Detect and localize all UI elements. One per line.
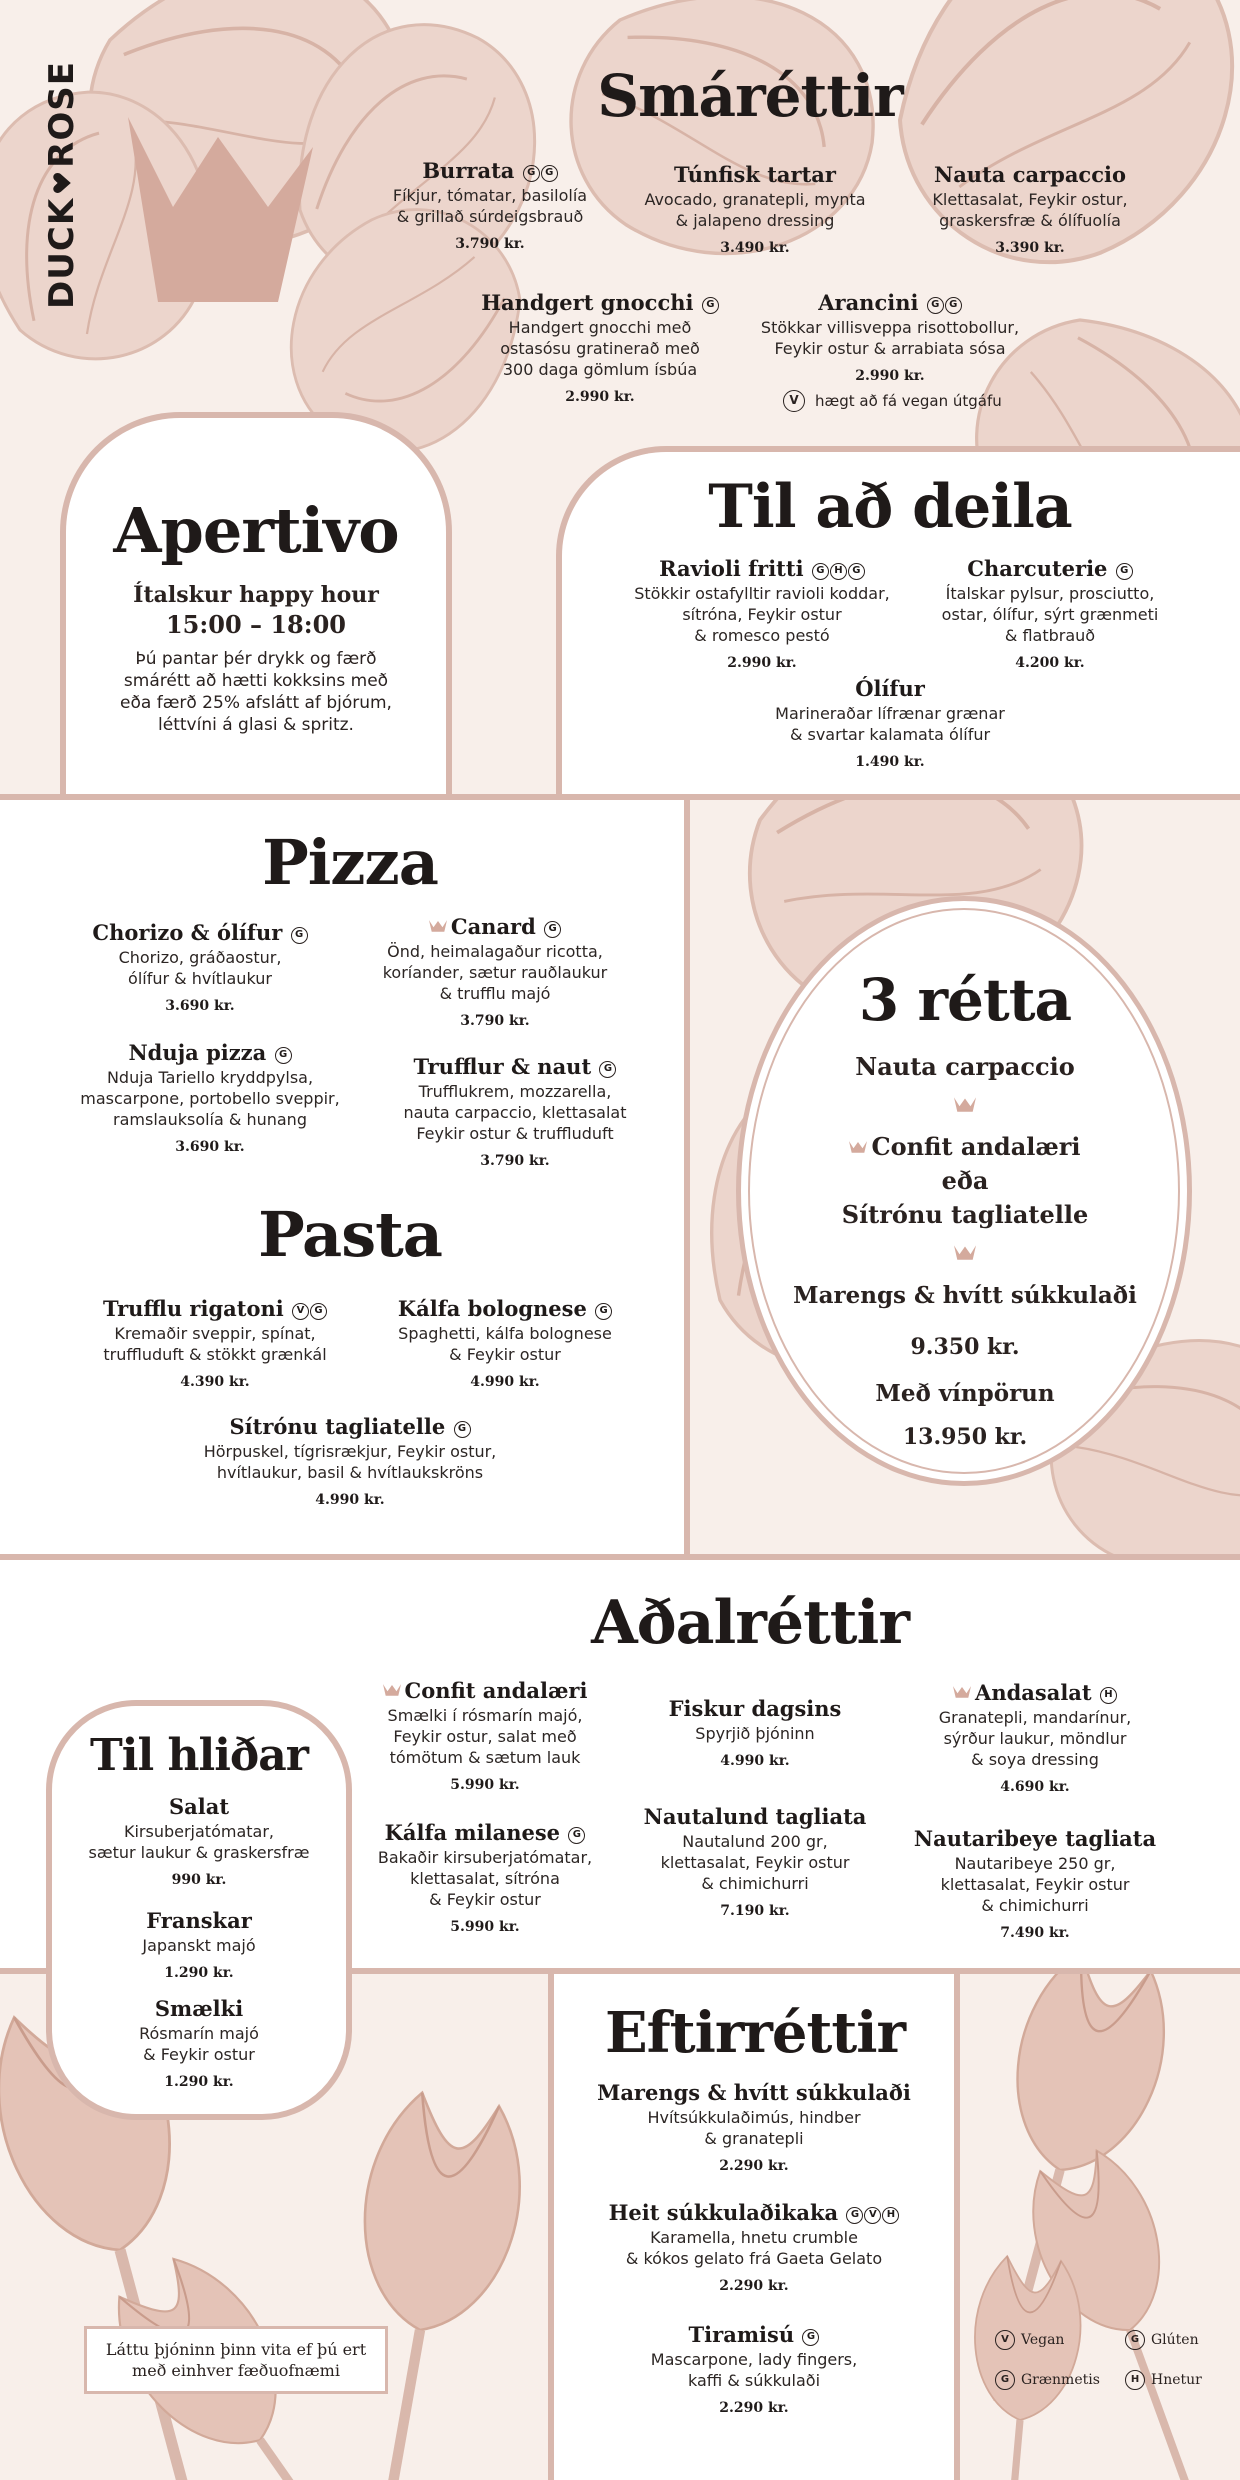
gluten-icon: G: [568, 1827, 585, 1844]
three-course-main-2: Sítrónu tagliatelle: [841, 1200, 1089, 1229]
legend-item: [994, 2370, 1100, 2390]
crown-icon: [953, 1685, 971, 1698]
legend-item: [994, 2330, 1064, 2350]
gluten-icon: G: [291, 927, 308, 944]
item-name: Nduja pizza: [128, 1040, 267, 1065]
vegetarian-icon: G: [541, 165, 558, 182]
item-desc: Bakaðir kirsuberjatómatar, klettasalat, sítróna & Feykir ostur: [377, 1848, 593, 1909]
item-price: 3.390 kr.: [995, 240, 1065, 256]
pizza-title: Pizza: [262, 826, 438, 899]
item-desc: Spaghetti, kálfa bolognese & Feykir ostur: [398, 1324, 612, 1364]
item-desc: Stökkar villisveppa risottobollur, Feykir ostur & arrabiata sósa: [760, 318, 1020, 358]
item-price: 5.990 kr.: [450, 1777, 520, 1793]
three-course-or: eða: [941, 1166, 989, 1195]
til-ad-deila-item: [740, 676, 1040, 770]
gluten-icon: G: [927, 297, 944, 314]
item-price: 3.790 kr.: [480, 1153, 550, 1169]
adalrettir-item: [625, 1696, 885, 1769]
til-hlidar-title: Til hliðar: [90, 1730, 308, 1781]
smarettir-item: [365, 158, 615, 252]
item-name: Salat: [168, 1794, 230, 1819]
item-name: Kálfa milanese: [384, 1820, 561, 1845]
item-desc: Karamella, hnetu crumble & kókos gelato frá Gaeta Gelato: [625, 2228, 883, 2268]
legend-label: Glúten: [1151, 2332, 1199, 2348]
item-desc: Chorizo, gráðaostur, ólífur & hvítlaukur: [118, 948, 282, 988]
til-ad-deila-item: [910, 556, 1190, 671]
gluten-icon: G: [702, 297, 719, 314]
item-price: 2.990 kr.: [565, 389, 635, 405]
three-course-main-1: [760, 1132, 1170, 1161]
legend-label: Vegan: [1021, 2332, 1065, 2348]
pizza-item: [60, 1040, 360, 1155]
gluten-icon: G: [1116, 563, 1133, 580]
adalrettir-title: Aðalréttir: [591, 1588, 909, 1658]
item-desc: Nautaribeye 250 gr, klettasalat, Feykir ostur & chimichurri: [940, 1854, 1130, 1915]
pasta-item: [170, 1414, 530, 1508]
vegetarian-icon: G: [945, 297, 962, 314]
item-desc: Nduja Tariello kryddpylsa, mascarpone, portobello sveppir, ramslauksolía & hunang: [80, 1068, 340, 1129]
three-course-wine-price: 13.950 kr.: [902, 1424, 1028, 1450]
til-hlidar-item: [60, 1996, 338, 2090]
item-name: Arancini: [818, 290, 919, 315]
vegetarian-icon: G: [848, 563, 865, 580]
three-course-title: 3 rétta: [858, 966, 1072, 1034]
smarettir-item: [625, 162, 885, 256]
til-ad-deila-title: Til að deila: [708, 472, 1072, 542]
pizza-item: [60, 920, 340, 1014]
nuts-icon: H: [830, 563, 847, 580]
item-price: 4.990 kr.: [470, 1374, 540, 1390]
item-name: Marengs & hvítt súkkulaði: [597, 2080, 911, 2105]
item-desc: Hörpuskel, tígrisrækjur, Feykir ostur, hvítlaukur, basil & hvítlaukskröns: [203, 1442, 497, 1482]
item-name: Smælki: [154, 1996, 244, 2021]
item-price: 990 kr.: [171, 1872, 227, 1888]
apertivo-desc: Þú pantar þér drykk og færð smárétt að hætti kokksins með eða færð 25% afslátt af bjórum, léttvíni á glasi & spritz.: [120, 649, 392, 735]
gluten-icon: G: [310, 1303, 327, 1320]
item-name: Ravioli fritti: [659, 556, 804, 581]
item-price: 2.990 kr.: [727, 655, 797, 671]
item-name: Confit andalæri: [404, 1678, 588, 1703]
legend-item: [1124, 2330, 1199, 2350]
gluten-icon: G: [802, 2329, 819, 2346]
apertivo-hours: 15:00 – 18:00: [165, 610, 347, 639]
item-name: Ólífur: [855, 676, 925, 701]
item-price: 4.390 kr.: [180, 1374, 250, 1390]
item-price: 4.200 kr.: [1015, 655, 1085, 671]
item-name: Fiskur dagsins: [668, 1696, 842, 1721]
gluten-icon: G: [846, 2207, 863, 2224]
item-price: 2.990 kr.: [855, 368, 925, 384]
item-price: 1.290 kr.: [164, 1965, 234, 1981]
crown-icon: [118, 112, 318, 302]
vegan-icon: V: [995, 2330, 1015, 2350]
three-course-wine-label: Með vínpörun: [875, 1380, 1055, 1407]
item-desc: Handgert gnocchi með ostasósu gratinerað með 300 daga gömlum ísbúa: [500, 318, 700, 379]
item-name: Tiramisú: [688, 2322, 795, 2347]
adalrettir-item: [625, 1804, 885, 1919]
section-divider: [684, 800, 690, 1554]
item-name: Nauta carpaccio: [934, 162, 1126, 187]
item-price: 3.690 kr.: [165, 998, 235, 1014]
item-price: 7.190 kr.: [720, 1903, 790, 1919]
vegan-icon: V: [783, 390, 805, 412]
item-name: Sítrónu tagliatelle: [229, 1414, 446, 1439]
item-price: 2.290 kr.: [719, 2158, 789, 2174]
item-desc: Avocado, granatepli, mynta & jalapeno dressing: [644, 190, 866, 230]
adalrettir-item: [355, 1820, 615, 1935]
item-name: Chorizo & ólífur: [92, 920, 283, 945]
item-name: Canard: [450, 914, 536, 939]
pasta-title: Pasta: [258, 1198, 442, 1271]
item-desc: Spyrjið þjóninn: [695, 1724, 815, 1743]
item-name: Burrata: [422, 158, 515, 183]
gluten-icon: G: [544, 921, 561, 938]
item-price: 7.490 kr.: [1000, 1925, 1070, 1941]
item-desc: Önd, heimalagaður ricotta, koríander, sætur rauðlaukur & trufflu majó: [382, 942, 608, 1003]
item-desc: Japanskt majó: [142, 1936, 256, 1955]
item-price: 4.990 kr.: [720, 1753, 790, 1769]
three-course-price: 9.350 kr.: [910, 1334, 1020, 1360]
item-name: Trufflur & naut: [413, 1054, 592, 1079]
item-price: 3.490 kr.: [720, 240, 790, 256]
item-desc: Rósmarín majó & Feykir ostur: [139, 2024, 259, 2064]
nuts-icon: H: [882, 2207, 899, 2224]
smarettir-item: [470, 290, 730, 405]
vegetarian-icon: G: [995, 2370, 1015, 2390]
item-name: Trufflu rigatoni: [102, 1296, 284, 1321]
smarettir-item: [745, 290, 1035, 384]
eftirrettir-item: [574, 2080, 934, 2174]
item-name: Nautaribeye tagliata: [913, 1826, 1157, 1851]
item-desc: Fíkjur, tómatar, basilolía & grillað súrdeigsbrauð: [392, 186, 588, 226]
crown-icon: [954, 1244, 976, 1260]
vegan-icon: V: [864, 2207, 881, 2224]
item-desc: Mascarpone, lady fingers, kaffi & súkkulaði: [650, 2350, 858, 2390]
apertivo-title: Apertivo: [113, 494, 399, 567]
item-desc: Ítalskar pylsur, prosciutto, ostar, ólífur, sýrt grænmeti & flatbrauð: [941, 584, 1159, 645]
item-price: 2.290 kr.: [719, 2278, 789, 2294]
apertivo-subtitle: Ítalskur happy hour: [133, 582, 379, 608]
crown-icon: [383, 1683, 401, 1696]
pasta-item: [370, 1296, 640, 1390]
gluten-icon: G: [595, 1303, 612, 1320]
item-name: Túnfisk tartar: [674, 162, 836, 187]
gluten-icon: G: [523, 165, 540, 182]
adalrettir-item: [355, 1678, 615, 1793]
pizza-item: [370, 1054, 660, 1169]
item-price: 3.790 kr.: [455, 236, 525, 252]
smarettir-item: [900, 162, 1160, 256]
smarettir-title: Smáréttir: [597, 62, 903, 130]
brand-logo: [42, 60, 82, 310]
adalrettir-item: [905, 1826, 1165, 1941]
item-price: 1.490 kr.: [855, 754, 925, 770]
item-desc: Granatepli, mandarínur, sýrður laukur, möndlur & soya dressing: [938, 1708, 1132, 1769]
crown-icon: [849, 1140, 867, 1153]
gluten-icon: G: [812, 563, 829, 580]
item-desc: Smælki í rósmarín majó, Feykir ostur, salat með tómötum & sætum lauk: [387, 1706, 583, 1767]
item-price: 3.690 kr.: [175, 1139, 245, 1155]
pasta-item: [70, 1296, 360, 1390]
item-name: Andasalat: [975, 1680, 1092, 1705]
item-name: Nautalund tagliata: [643, 1804, 867, 1829]
til-hlidar-item: [60, 1908, 338, 1981]
eftirrettir-item: [574, 2322, 934, 2416]
vegan-note: [782, 390, 1002, 412]
vegan-icon: V: [292, 1303, 309, 1320]
gluten-icon: G: [275, 1047, 292, 1064]
pizza-item: [350, 914, 640, 1029]
item-name: Heit súkkulaðikaka: [608, 2200, 839, 2225]
legend: [994, 2330, 1214, 2406]
three-course-dessert: Marengs & hvítt súkkulaði: [793, 1282, 1137, 1309]
item-name: Kálfa bolognese: [397, 1296, 587, 1321]
section-divider: [954, 1974, 960, 2480]
item-price: 4.690 kr.: [1000, 1779, 1070, 1795]
allergy-note: Láttu þjóninn þinn vita ef þú ert með einhver fæðuofnæmi: [105, 2340, 367, 2380]
item-desc: Klettasalat, Feykir ostur, graskersfræ & ólífuolía: [932, 190, 1128, 230]
eftirrettir-item: [574, 2200, 934, 2294]
til-hlidar-item: [60, 1794, 338, 1888]
gluten-icon: G: [454, 1421, 471, 1438]
gluten-icon: G: [599, 1061, 616, 1078]
item-name: Franskar: [146, 1908, 252, 1933]
til-ad-deila-item: [612, 556, 912, 671]
item-desc: Kremaðir sveppir, spínat, truffluduft & stökkt grænkál: [103, 1324, 327, 1364]
item-price: 4.990 kr.: [315, 1492, 385, 1508]
item-desc: Marineraðar lífrænar grænar & svartar kalamata ólífur: [775, 704, 1005, 744]
item-desc: Hvítsúkkulaðimús, hindber & granatepli: [647, 2108, 861, 2148]
gluten-icon: G: [1125, 2330, 1145, 2350]
item-price: 3.790 kr.: [460, 1013, 530, 1029]
crown-icon: [954, 1096, 976, 1112]
crown-icon: [429, 919, 447, 932]
brand-name-left: DUCK: [42, 197, 82, 309]
item-name: Handgert gnocchi: [481, 290, 694, 315]
item-price: 5.990 kr.: [450, 1919, 520, 1935]
item-desc: Nautalund 200 gr, klettasalat, Feykir ostur & chimichurri: [660, 1832, 850, 1893]
vegan-note-text: hægt að fá vegan útgáfu: [815, 392, 1002, 410]
item-name: Charcuterie: [967, 556, 1108, 581]
legend-label: Hnetur: [1151, 2372, 1202, 2388]
legend-item: [1124, 2370, 1202, 2390]
three-course-main-1-text: Confit andalæri: [871, 1132, 1081, 1161]
item-desc: Stökkir ostafylltir ravioli koddar, sítróna, Feykir ostur & romesco pestó: [634, 584, 890, 645]
brand-heart-icon: [51, 172, 73, 194]
three-course-starter: Nauta carpaccio: [855, 1052, 1075, 1081]
allergy-note-box: [84, 2326, 388, 2394]
item-price: 2.290 kr.: [719, 2400, 789, 2416]
nuts-icon: H: [1100, 1687, 1117, 1704]
legend-label: Grænmetis: [1021, 2372, 1100, 2388]
eftirrettir-title: Eftirréttir: [604, 2000, 906, 2066]
brand-name-right: ROSE: [42, 61, 82, 168]
item-desc: Trufflukrem, mozzarella, nauta carpaccio, klettasalat Feykir ostur & truffluduft: [403, 1082, 627, 1143]
item-desc: Kirsuberjatómatar, sætur laukur & graskersfræ: [88, 1822, 310, 1862]
nuts-icon: H: [1125, 2370, 1145, 2390]
item-price: 1.290 kr.: [164, 2074, 234, 2090]
adalrettir-item: [905, 1680, 1165, 1795]
